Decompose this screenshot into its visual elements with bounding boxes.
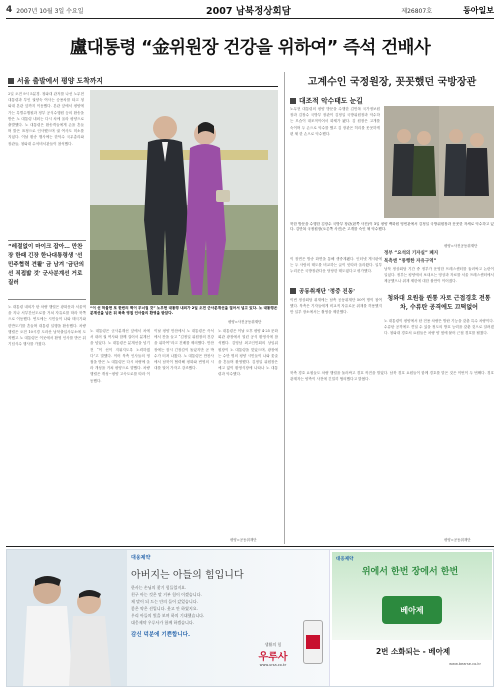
ad-copy-line: 한사는 손님의 찾기 힘들었지요. bbox=[131, 585, 187, 590]
advertisement[interactable] bbox=[6, 549, 494, 687]
right-photo-caption: 북한 방문을 수행한 김장수 국방부 장관(왼쪽 사진)이 3일 평양 백화원 영빈관에서 김정일 국방위원장과 꼿꼿한 자세로 악수하고 있다. 김만복 국정원장(오른쪽 사진)은 고개를 숙인 채 악수했다. bbox=[290, 222, 494, 231]
main-photo-image bbox=[90, 90, 278, 305]
ursa-ad[interactable] bbox=[7, 550, 329, 686]
ad-slogan-right: 2번 소화되는 - 베아제 bbox=[375, 647, 451, 656]
ad-copy-left bbox=[131, 584, 261, 626]
article-column-4: 이날 평양 만찬에서 노 대통령은 즉석에서 잔을 들고 “김정일 위원장의 건강을 위하여”라고 건배를 제의했다. 만찬장에는 잠시 긴장감이 돌았지만 곧 박수가 터져 나왔다. 노 대통령은 만찬사에서 남북이 협력해 평화와 번영의 시대를 열어 가자고 강조했다. bbox=[154, 329, 214, 371]
page-number: 4 bbox=[6, 5, 13, 15]
left-subheading: 서울 출발에서 평양 도착까지 bbox=[8, 75, 103, 85]
right-byline: 평양=공동취재단 bbox=[444, 538, 471, 542]
pull-quote: “레절없이 마이크 잡아… 만찬장 한때 긴장 한나대통령생 '선민주협력 견뢀' 금 남겨 '금단의 선 직접밟 것' 군사분계선 거로질러 bbox=[8, 240, 86, 300]
ad-rule bbox=[6, 546, 494, 547]
right-article-text-5: 노 대통령이 평양에서 탄 전용 차량은 방탄 기능을 갖춘 특수 차량이다. 수류탄 공격에도 견딜 수 있을 정도의 방호 능력을 갖춘 것으로 알려졌다. 청와대 경호처 요원들은 차량 양 옆에 붙어 근접 경호를 펼쳤다. bbox=[384, 319, 494, 336]
bearse-ad[interactable] bbox=[329, 550, 493, 686]
square-bullet-icon bbox=[8, 78, 14, 84]
photo-caption: “이 선 허물면 또 한번의 벽이 무너질 것” 노무현 대통령 내외가 2일 오전 군사분계선을 걸어서 넘고 있다. 노 대통령은 분계선을 넘은 뒤 북측 영접 인사들의 환영을 받았다. bbox=[90, 306, 278, 315]
left-sub-rule bbox=[8, 86, 278, 87]
ad-headline-left: 아버지는 아들의 힘입니다 bbox=[131, 570, 244, 581]
right-headline-2: 청와대 요원들 퀸통 자로 근접경호 전통차, 수류탄 공격에도 끄떡없어 bbox=[387, 295, 491, 311]
ad-people-image bbox=[7, 550, 127, 686]
right-tag-2: 북측엔 “통행한 자유구역” bbox=[384, 259, 437, 264]
issue-number: 제26807호 bbox=[401, 7, 432, 15]
ursa-subtitle: 생활의 힘 bbox=[264, 642, 282, 647]
article-column-3: 노 대통령은 군사분계선 앞에서 차에서 내려 권 여사와 함께 걸어서 분계선을 넘었다. 노 대통령은 분계선을 넘기 전 “이 선이 지워지도록 노력하겠다”고 말했다. 이어 북측 인사들의 영접을 받은 노 대통령은 다시 차량에 올라 개성을 거쳐 평양으로 향했다. 차량 행렬은 개성∼평양 고속도로를 따라 이동했다. bbox=[90, 329, 150, 383]
ad-copy-line: 제 말이 되 드는 안의 들어 갔었습니다. bbox=[131, 599, 198, 604]
right-photo-credit: 평양=사진공동취재단 bbox=[444, 244, 478, 248]
ad-brand-left: 대웅제약 bbox=[131, 555, 151, 561]
right-subheading-2: 공동취재단 '정중 진동' bbox=[290, 287, 355, 295]
ursa-bottle-icon bbox=[303, 620, 323, 664]
page-header bbox=[6, 4, 494, 16]
ad-copy-line: 우리 아들의 빛을 보며 하의 기대했습니다. bbox=[131, 613, 205, 618]
article-column-2: 노 대통령 내외가 탄 차량 행렬은 광화문과 서울역을 지나 서부간선도로를 거쳐 자유로를 따라 북쪽으로 이동했다. 연도에는 시민들이 나와 태극기와 한반도기를 흔들며 대통령 일행을 환송했다. 차량 행렬은 오전 10시경 도라산 남북출입사무소에 도착했고 노 대통령은 이곳에서 환영 인사를 받은 뒤 기념식수 행사를 가졌다. bbox=[8, 305, 86, 347]
ad-copy-line: 좋은 약은 선입니다. 웃고 안 하였지요. bbox=[131, 606, 198, 611]
ursa-url[interactable]: www.ursa.co.kr bbox=[259, 663, 287, 667]
right-tag-1: 정부 “요석의 기자실” 폐지 bbox=[384, 251, 439, 256]
ad-copy-line: 대웅제약 우루사가 함께 하겠습니다. bbox=[131, 620, 195, 625]
right-photo bbox=[384, 106, 494, 218]
ursa-logo bbox=[247, 642, 299, 667]
square-bullet-icon bbox=[290, 288, 296, 294]
bearse-box: 베아제 bbox=[382, 596, 442, 624]
right-article-text-6: 북측 경호 요원들도 차량 행렬을 둘러싸고 경호 작전을 벌였다. 남북 경호 요원들이 함께 경호를 맡은 것은 이번이 두 번째다. 경호 관계자는 양측이 사전에 긴밀히 협의했다고 밝혔다. bbox=[290, 371, 494, 382]
right-article-text-2: 이 장면은 방송 화면을 통해 생중계됐다. 인터넷 게시판에는 두 사람의 태도를 비교하는 글이 잇따라 올라왔다. 일부 누리꾼은 국방장관다운 당당한 태도였다고 평가했다. bbox=[290, 257, 382, 274]
ad-copy-line: 친구 아는 것은 말 거부 힘이 이겠습니다. bbox=[131, 592, 202, 597]
right-article-text-3: 남북 정상회담 기간 중 정부가 운영한 프레스센터를 둘러싸고 논란이 일었다. 정부는 평양에서 보내오는 영상과 자료를 서울 프레스센터에서 제공했으나 취재 제한에 대한 불만이 이어졌다. bbox=[384, 267, 494, 284]
article-column-5: 노 대통령은 이날 오후 평양 4·25 문화회관 광장에서 열린 공식 환영식에 참석했다. 김영남 최고인민회의 상임위원장이 노 대통령을 맞았으며, 광장에는 수만 명의 평양 시민들이 나와 꽃술을 흔들며 환영했다. 김정일 위원장은 예고 없이 환영식장에 나타나 노 대통령과 악수했다. bbox=[218, 329, 278, 377]
right-headline-1: 고계수인 국정원장, 꼿꼿했던 국방장관 bbox=[307, 77, 477, 88]
right-article-text-4: 이번 정상회담 취재에는 남측 공동취재단 50여 명이 참여했다. 북측은 기자들에게 비교적 자유로운 취재를 허용했지만 일부 장소에서는 촬영을 제한했다. bbox=[290, 298, 382, 315]
issue-date: 2007년 10월 3일 수요일 bbox=[16, 7, 84, 15]
ad-tagline-left: 감신 덕분에 기쁜합니다. bbox=[131, 632, 191, 638]
right-article-text-1: 노무현 대통령의 평양 방문을 수행한 김만복 국가정보원장과 김장수 국방부 장관이 김정일 국방위원장과 악수하는 모습이 대조적이어서 화제가 됐다. 김 원장은 고개를 숙이며 두 손으로 악수를 했고 김 장관은 허리를 꼿꼿하게 편 채 한 손으로 악수했다. bbox=[290, 107, 380, 136]
article-column-1: 2일 오전 9시 5분경. 청와대 관저를 나선 노무현 대통령과 부인 권양숙 여사는 승용차를 타고 청와대 본관 앞까지 이동했다. 본관 앞에서 평양에 가는 특별수행원과 정부 공식수행원 등의 환송을 받은 노 대통령 내외는 다시 차에 올라 평양으로 출발했다. 노 대통령은 환송객들에게 손을 흔들며 밝은 표정으로 인사했으며 권 여사도 미소를 지었다. 이날 환송 행사에는 한덕수 국무총리와 장관들, 청와대 수석비서관들이 참석했다. bbox=[8, 92, 84, 146]
bearse-url[interactable]: www.bearse.co.kr bbox=[449, 662, 481, 666]
section-title: 2007 남북정상회담 bbox=[206, 6, 291, 17]
square-bullet-icon bbox=[290, 98, 296, 104]
main-headline: 盧대통령 “金위원장 건강을 위하여” 즉석 건배사 bbox=[69, 38, 431, 58]
newspaper-logo: 동아일보 bbox=[463, 5, 494, 15]
column-divider bbox=[284, 72, 285, 544]
header-rule bbox=[6, 18, 494, 19]
ad-brand-right: 대웅제약 bbox=[336, 557, 354, 562]
main-photo bbox=[90, 90, 278, 305]
photo-credit: 평양=사진공동취재단 bbox=[228, 320, 262, 324]
ursa-name: 우루사 bbox=[258, 652, 288, 663]
left-byline: 평양=공동취재단 bbox=[230, 538, 257, 542]
right-photo-image bbox=[384, 106, 494, 218]
right-subheading-1: 대조적 악수태도 눈길 bbox=[290, 95, 363, 105]
ad-headline-right: 위에서 한번 장에서 한번 bbox=[361, 567, 459, 577]
